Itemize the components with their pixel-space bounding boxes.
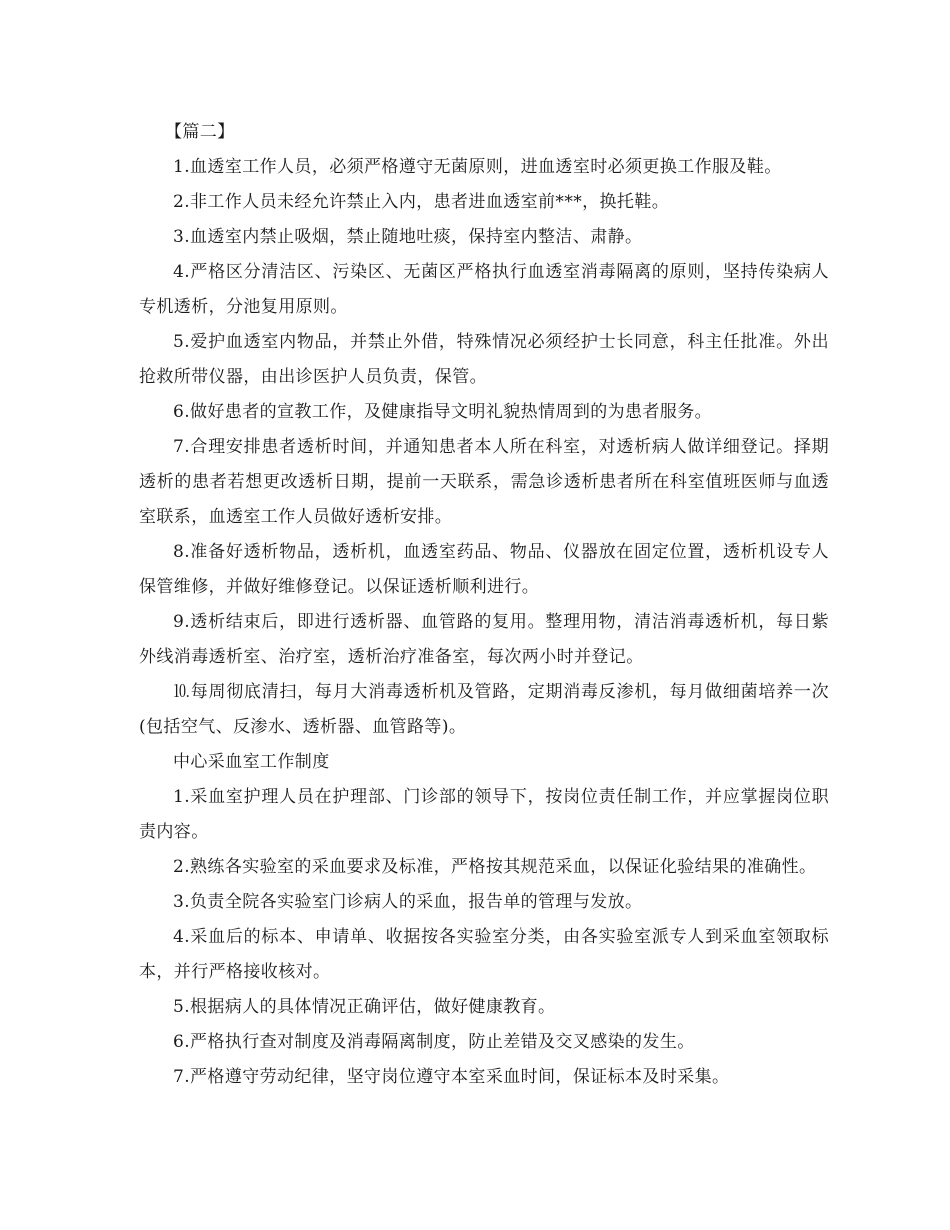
rule-paragraph: 7.合理安排患者透析时间，并通知患者本人所在科室，对透析病人做详细登记。择期透析的患者若想更改透析日期，提前一天联系，需急诊透析患者所在科室值班医师与血透室联系，血透室工作人员做好透析安排。 bbox=[139, 437, 829, 527]
rule-paragraph: 5.根据病人的具体情况正确评估，做好健康教育。 bbox=[173, 997, 556, 1017]
rule-paragraph: 8.准备好透析物品，透析机，血透室药品、物品、仪器放在固定位置，透析机设专人保管维修，并做好维修登记。以保证透析顺利进行。 bbox=[139, 542, 829, 597]
rule-paragraph: 5.爱护血透室内物品，并禁止外借，特殊情况必须经护士长同意，科主任批准。外出抢救所带仪器，由出诊医护人员负责，保管。 bbox=[139, 332, 829, 387]
rule-paragraph: 9.透析结束后，即进行透析器、血管路的复用。整理用物，清洁消毒透析机，每日紫外线消毒透析室、治疗室，透析治疗准备室，每次两小时并登记。 bbox=[139, 612, 829, 667]
rule-paragraph: 1.采血室护理人员在护理部、门诊部的领导下，按岗位责任制工作，并应掌握岗位职责内容。 bbox=[139, 787, 829, 842]
rule-paragraph: 3.血透室内禁止吸烟，禁止随地吐痰，保持室内整洁、肃静。 bbox=[173, 227, 643, 247]
section-marker: 【篇二】 bbox=[165, 122, 235, 142]
rule-paragraph: ⒑每周彻底清扫，每月大消毒透析机及管路，定期消毒反渗机，每月做细菌培养一次(包括空气、反渗水、透析器、血管路等)。 bbox=[139, 682, 829, 737]
rule-paragraph: 2.非工作人员未经允许禁止入内，患者进血透室前***，换托鞋。 bbox=[173, 192, 670, 212]
rule-paragraph: 1.血透室工作人员，必须严格遵守无菌原则，进血透室时必须更换工作服及鞋。 bbox=[173, 157, 782, 177]
section-title: 中心采血室工作制度 bbox=[173, 752, 330, 772]
document-body bbox=[139, 115, 829, 1095]
rule-paragraph: 7.严格遵守劳动纪律，坚守岗位遵守本室采血时间，保证标本及时采集。 bbox=[173, 1067, 730, 1087]
rule-paragraph: 6.做好患者的宣教工作，及健康指导文明礼貌热情周到的为患者服务。 bbox=[173, 402, 713, 422]
rule-paragraph: 4.严格区分清洁区、污染区、无菌区严格执行血透室消毒隔离的原则，坚持传染病人专机透析，分池复用原则。 bbox=[139, 262, 829, 317]
rule-paragraph: 2.熟练各实验室的采血要求及标准，严格按其规范采血，以保证化验结果的准确性。 bbox=[173, 857, 817, 877]
rule-paragraph: 3.负责全院各实验室门诊病人的采血，报告单的管理与发放。 bbox=[173, 892, 643, 912]
rule-paragraph: 6.严格执行查对制度及消毒隔离制度，防止差错及交叉感染的发生。 bbox=[173, 1032, 695, 1052]
rule-paragraph: 4.采血后的标本、申请单、收据按各实验室分类，由各实验室派专人到采血室领取标本，并行严格接收核对。 bbox=[139, 927, 829, 982]
